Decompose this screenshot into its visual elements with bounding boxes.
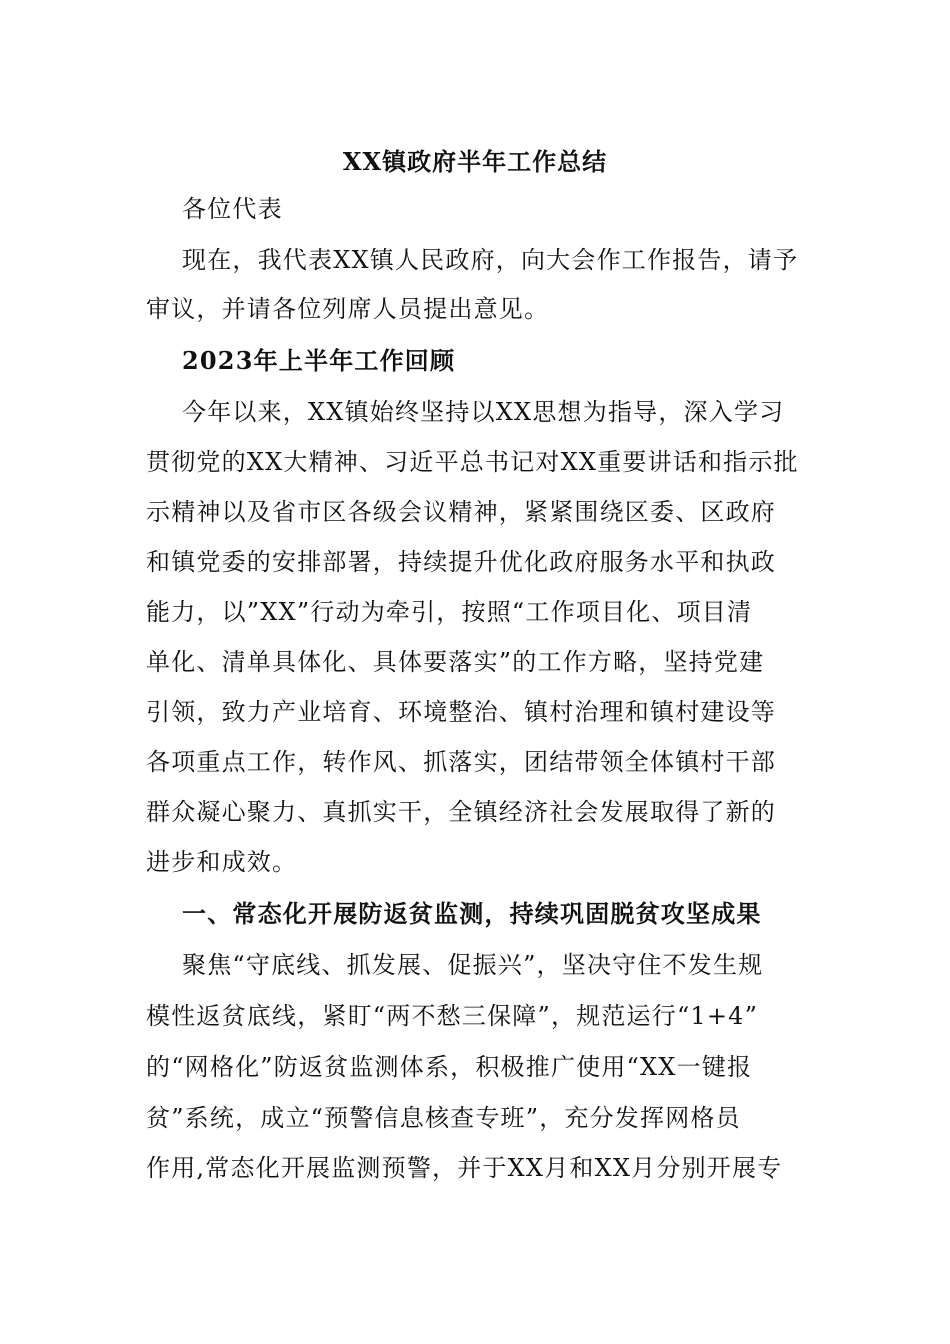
- review-body-line: 能力，以”XX”行动为牵引，按照“工作项目化、项目清: [146, 598, 753, 626]
- review-body-line: 示精神以及省市区各级会议精神，紧紧围绕区委、区政府: [146, 498, 776, 526]
- review-body-line: 进步和成效。: [146, 848, 298, 876]
- section1-body-line: 模性返贫底线，紧盯“两不愁三保障”，规范运行“1+4”: [146, 1002, 759, 1030]
- intro-line: 现在，我代表XX镇人民政府，向大会作工作报告，请予: [182, 246, 799, 274]
- review-body-line: 各项重点工作，转作风、抓落实，团结带领全体镇村干部: [146, 748, 776, 776]
- section1-body-line: 聚焦“守底线、抓发展、促振兴”，坚决守住不发生规: [182, 951, 764, 979]
- section1-heading: 一、常态化开展防返贫监测，持续巩固脱贫攻坚成果: [182, 899, 762, 928]
- section1-body-line: 贫”系统，成立“预警信息核查专班”，充分发挥网格员: [146, 1104, 741, 1132]
- section1-body-line: 的“网格化”防返贫监测体系，积极推广使用“XX一键报: [146, 1053, 753, 1081]
- review-body-line: 单化、清单具体化、具体要落实”的工作方略，坚持党建: [146, 648, 765, 676]
- review-body-line: 引领，致力产业培育、环境整治、镇村治理和镇村建设等: [146, 698, 776, 726]
- section1-body-line: 作用,常态化开展监测预警，并于XX月和XX月分别开展专: [146, 1154, 783, 1182]
- review-heading: 2023年上半年工作回顾: [182, 346, 456, 375]
- document-title: XX镇政府半年工作总结: [342, 147, 608, 176]
- review-body-line: 今年以来，XX镇始终坚持以XX思想为指导，深入学习: [182, 398, 785, 426]
- review-body-line: 贯彻党的XX大精神、习近平总书记对XX重要讲话和指示批: [146, 448, 799, 476]
- review-body-line: 群众凝心聚力、真抓实干，全镇经济社会发展取得了新的: [146, 798, 776, 826]
- intro-line: 审议，并请各位列席人员提出意见。: [146, 295, 550, 323]
- salutation: 各位代表: [182, 195, 283, 223]
- review-body-line: 和镇党委的安排部署，持续提升优化政府服务水平和执政: [146, 548, 776, 576]
